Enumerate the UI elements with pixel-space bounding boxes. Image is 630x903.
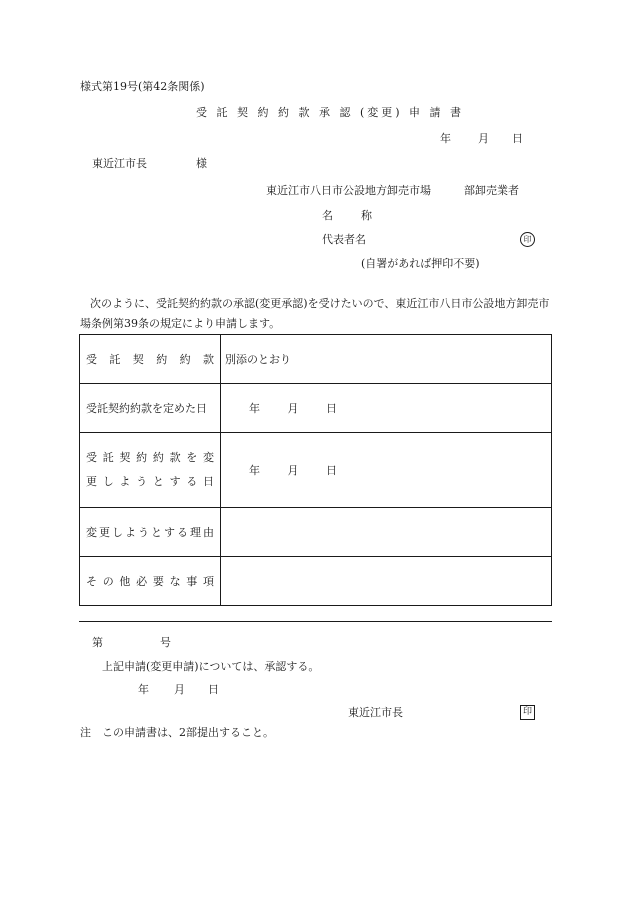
- footnote: 注 この申請書は、2部提出すること。: [80, 726, 274, 739]
- row-label-line2: 更しようとする日: [86, 475, 214, 488]
- application-statement: 次のように、受託契約約款の承認(変更承認)を受けたいので、東近江市八日市公設地方卸売市場条例第39条の規定により申請します。: [80, 297, 550, 330]
- row-label-line1: 受託契約約款を変: [86, 451, 214, 464]
- seal-note: (自署があれば押印不要): [361, 257, 480, 270]
- approval-month-label: 月: [174, 683, 185, 696]
- day-label: 日: [326, 464, 337, 477]
- date-month-label: 月: [478, 132, 489, 145]
- approval-statement: 上記申請(変更申請)については、承認する。: [102, 660, 320, 673]
- row-value[interactable]: [221, 508, 552, 557]
- applicant-name-label: 名 称: [322, 209, 374, 222]
- date-year-label: 年: [440, 132, 451, 145]
- approval-number-prefix: 第: [92, 636, 103, 649]
- document-title: 受 託 契 約 約 款 承 認 (変更) 申 請 書: [196, 106, 465, 119]
- row-label: 変更しようとする理由: [80, 508, 221, 557]
- table-row: [80, 335, 552, 384]
- table-row: [80, 433, 552, 508]
- month-label: 月: [287, 464, 299, 477]
- row-value[interactable]: [221, 557, 552, 606]
- applicant-role: 部卸売業者: [464, 184, 519, 197]
- row-label: 受託契約約款を定めた日: [80, 384, 221, 433]
- row-label: [80, 433, 221, 508]
- section-divider: [79, 621, 552, 622]
- year-label: 年: [249, 464, 260, 477]
- table-row: [80, 384, 552, 433]
- row-date-value[interactable]: [221, 384, 552, 433]
- date-day-label: 日: [512, 132, 523, 145]
- form-number: 様式第19号(第42条関係): [80, 80, 205, 93]
- row-label: 受託契約約款: [80, 335, 221, 384]
- row-value[interactable]: 別添のとおり: [221, 335, 552, 384]
- addressee-honorific: 様: [196, 157, 207, 170]
- year-label: 年: [249, 402, 260, 415]
- applicant-market: 東近江市八日市公設地方卸売市場: [266, 184, 431, 197]
- addressee-name: 東近江市長: [92, 157, 147, 170]
- row-date-value[interactable]: [221, 433, 552, 508]
- approval-year-label: 年: [138, 683, 149, 696]
- day-label: 日: [326, 402, 337, 415]
- issuer-seal-mark: 印: [520, 705, 535, 720]
- applicant-seal-mark: 印: [520, 232, 535, 247]
- table-row: [80, 557, 552, 606]
- table-row: [80, 508, 552, 557]
- representative-label: 代表者名: [322, 233, 366, 246]
- issuer-name: 東近江市長: [348, 706, 403, 719]
- approval-day-label: 日: [208, 683, 219, 696]
- application-table: [79, 334, 552, 606]
- approval-number-suffix: 号: [160, 636, 171, 649]
- month-label: 月: [287, 402, 299, 415]
- row-label: その他必要な事項: [80, 557, 221, 606]
